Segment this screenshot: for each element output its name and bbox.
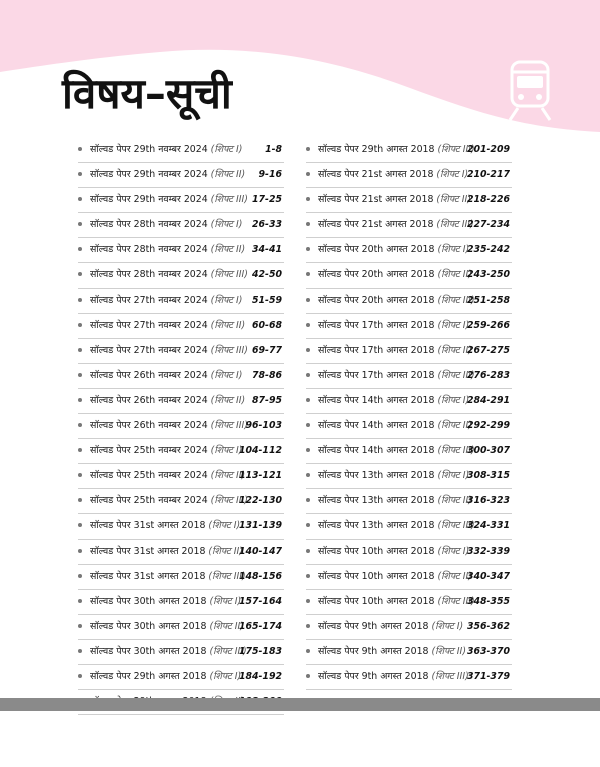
toc-entry bbox=[318, 465, 469, 487]
toc-item[interactable] bbox=[78, 540, 284, 565]
toc-item[interactable] bbox=[78, 138, 284, 163]
toc-entry bbox=[318, 616, 463, 638]
toc-entry bbox=[318, 515, 475, 537]
toc-entry bbox=[90, 515, 240, 537]
toc-item-label: सॉल्वड पेपर 13th अगस्त 2018 bbox=[318, 470, 435, 482]
toc-item-label: सॉल्वड पेपर 27th नवम्बर 2024 bbox=[90, 294, 208, 306]
toc-item-pages: 201-209 bbox=[466, 144, 510, 155]
toc-item-shift: (शिफ्ट III) bbox=[437, 595, 475, 607]
toc-item[interactable] bbox=[306, 540, 512, 565]
toc-item-pages: 113-121 bbox=[238, 470, 282, 482]
toc-item-pages: 9-16 bbox=[258, 169, 282, 181]
toc-item-shift: (शिफ्ट III) bbox=[210, 495, 248, 507]
bullet-icon bbox=[78, 398, 82, 402]
toc-entry bbox=[318, 591, 475, 613]
toc-item[interactable] bbox=[78, 314, 284, 339]
toc-item-label: सॉल्वड पेपर 28th नवम्बर 2024 bbox=[90, 269, 208, 281]
footer-bar bbox=[0, 698, 600, 711]
toc-item[interactable] bbox=[306, 389, 512, 414]
toc-item-label: सॉल्वड पेपर 31st अगस्त 2018 bbox=[90, 545, 206, 557]
toc-item-pages: 140-147 bbox=[238, 545, 282, 557]
toc-item-label: सॉल्वड पेपर 26th नवम्बर 2024 bbox=[90, 369, 208, 381]
toc-entry bbox=[318, 264, 472, 286]
toc-item-shift: (शिफ्ट II) bbox=[437, 495, 472, 507]
toc-item-shift: (शिफ्ट III) bbox=[210, 420, 248, 432]
toc-item-pages: 1-8 bbox=[265, 144, 282, 155]
toc-item-shift: (शिफ्ट I) bbox=[436, 169, 469, 181]
toc-item-pages: 356-362 bbox=[466, 620, 510, 632]
toc-item-shift: (शिफ्ट III) bbox=[210, 344, 248, 356]
toc-item[interactable] bbox=[306, 665, 512, 690]
toc-entry bbox=[318, 239, 469, 261]
toc-entry bbox=[90, 290, 242, 312]
toc-item-label: सॉल्वड पेपर 29th नवम्बर 2024 bbox=[90, 144, 208, 155]
bullet-icon bbox=[78, 423, 82, 427]
toc-entry bbox=[90, 214, 242, 236]
toc-item-shift: (शिफ्ट I) bbox=[431, 620, 464, 632]
toc-item-shift: (शिफ्ट II) bbox=[437, 570, 472, 582]
toc-item-label: सॉल्वड पेपर 21st अगस्त 2018 bbox=[318, 219, 434, 231]
toc-item-pages: 227-234 bbox=[466, 219, 510, 231]
toc-entry bbox=[90, 465, 245, 487]
toc-item[interactable] bbox=[78, 489, 284, 514]
toc-item-label: सॉल्वड पेपर 31st अगस्त 2018 bbox=[90, 520, 206, 532]
bullet-icon bbox=[78, 247, 82, 251]
toc-item-shift: (शिफ्ट I) bbox=[209, 670, 242, 682]
toc-item-pages: 332-339 bbox=[466, 545, 510, 557]
toc-item-label: सॉल्वड पेपर 20th अगस्त 2018 bbox=[318, 294, 435, 306]
toc-item-pages: 184-192 bbox=[238, 670, 282, 682]
toc-entry bbox=[318, 189, 471, 211]
toc-item-shift: (शिफ्ट III) bbox=[437, 445, 475, 457]
toc-item[interactable] bbox=[78, 339, 284, 364]
toc-item-label: सॉल्वड पेपर 25th नवम्बर 2024 bbox=[90, 470, 208, 482]
toc-item-pages: 96-103 bbox=[245, 420, 282, 432]
toc-entry bbox=[318, 365, 475, 387]
toc-item-pages: 371-379 bbox=[466, 670, 510, 682]
bullet-icon bbox=[306, 197, 310, 201]
bullet-icon bbox=[78, 373, 82, 377]
toc-entry bbox=[90, 340, 248, 362]
toc-item-label: सॉल्वड पेपर 10th अगस्त 2018 bbox=[318, 595, 435, 607]
toc-entry bbox=[318, 641, 466, 663]
bullet-icon bbox=[78, 549, 82, 553]
bullet-icon bbox=[306, 674, 310, 678]
toc-entry bbox=[90, 139, 242, 161]
toc-entry bbox=[318, 415, 472, 437]
toc-item-pages: 104-112 bbox=[238, 445, 282, 457]
toc-item-pages: 284-291 bbox=[466, 394, 510, 406]
toc-item-pages: 78-86 bbox=[252, 369, 282, 381]
toc-item-pages: 34-41 bbox=[252, 244, 282, 256]
toc-item-shift: (शिफ्ट III) bbox=[209, 645, 247, 657]
toc-item-pages: 218-226 bbox=[466, 194, 510, 206]
toc-item-shift: (शिफ्ट III) bbox=[437, 144, 475, 155]
toc-entry bbox=[318, 541, 469, 563]
bullet-icon bbox=[306, 448, 310, 452]
bullet-icon bbox=[78, 272, 82, 276]
toc-item[interactable] bbox=[78, 238, 284, 263]
bullet-icon bbox=[306, 423, 310, 427]
toc-item-pages: 131-139 bbox=[238, 520, 282, 532]
toc-item-pages: 308-315 bbox=[466, 470, 510, 482]
toc-item[interactable] bbox=[306, 314, 512, 339]
toc-item-label: सॉल्वड पेपर 28th नवम्बर 2024 bbox=[90, 219, 208, 231]
toc-entry bbox=[318, 390, 469, 412]
train-icon bbox=[506, 60, 554, 122]
bullet-icon bbox=[306, 348, 310, 352]
toc-item-label: सॉल्वड पेपर 25th नवम्बर 2024 bbox=[90, 495, 208, 507]
toc-item-label: सॉल्वड पेपर 13th अगस्त 2018 bbox=[318, 495, 435, 507]
bullet-icon bbox=[78, 323, 82, 327]
toc-item[interactable] bbox=[306, 289, 512, 314]
toc-item-shift: (शिफ्ट II) bbox=[431, 645, 466, 657]
toc-entry bbox=[90, 566, 246, 588]
bullet-icon bbox=[306, 222, 310, 226]
toc-item-pages: 175-183 bbox=[238, 645, 282, 657]
bullet-icon bbox=[306, 473, 310, 477]
toc-entry bbox=[90, 541, 243, 563]
toc-item[interactable] bbox=[78, 213, 284, 238]
toc-item-label: सॉल्वड पेपर 30th अगस्त 2018 bbox=[90, 620, 207, 632]
bullet-icon bbox=[306, 574, 310, 578]
toc-item[interactable] bbox=[78, 188, 284, 213]
toc-item-shift: (शिफ्ट I) bbox=[210, 445, 243, 457]
toc-entry bbox=[90, 189, 248, 211]
bullet-icon bbox=[78, 448, 82, 452]
toc-item-pages: 340-347 bbox=[466, 570, 510, 582]
toc-entry bbox=[90, 440, 242, 462]
toc-item[interactable] bbox=[306, 188, 512, 213]
toc-item-pages: 87-95 bbox=[252, 394, 282, 406]
toc-item-label: सॉल्वड पेपर 28th नवम्बर 2024 bbox=[90, 244, 208, 256]
toc-item-label: सॉल्वड पेपर 20th अगस्त 2018 bbox=[318, 269, 435, 281]
bullet-icon bbox=[306, 549, 310, 553]
toc-item[interactable] bbox=[78, 565, 284, 590]
toc-item-shift: (शिफ्ट II) bbox=[436, 194, 471, 206]
toc-item-label: सॉल्वड पेपर 17th अगस्त 2018 bbox=[318, 319, 435, 331]
toc-item-pages: 363-370 bbox=[466, 645, 510, 657]
toc-item-pages: 267-275 bbox=[466, 344, 510, 356]
toc-item[interactable] bbox=[78, 439, 284, 464]
toc-item-label: सॉल्वड पेपर 20th अगस्त 2018 bbox=[318, 244, 435, 256]
bullet-icon bbox=[78, 624, 82, 628]
toc-item-label: सॉल्वड पेपर 17th अगस्त 2018 bbox=[318, 369, 435, 381]
toc-item[interactable] bbox=[306, 138, 512, 163]
toc-entry bbox=[90, 641, 247, 663]
toc-item-shift: (शिफ्ट II) bbox=[210, 169, 246, 181]
bullet-icon bbox=[78, 674, 82, 678]
toc-entry bbox=[90, 390, 245, 412]
bullet-icon bbox=[78, 222, 82, 226]
toc-item[interactable] bbox=[306, 163, 512, 188]
bullet-icon bbox=[78, 523, 82, 527]
toc-item-label: सॉल्वड पेपर 10th अगस्त 2018 bbox=[318, 570, 435, 582]
toc-item[interactable] bbox=[78, 640, 284, 665]
toc-entry bbox=[90, 490, 248, 512]
bullet-icon bbox=[78, 574, 82, 578]
toc-item-label: सॉल्वड पेपर 9th अगस्त 2018 bbox=[318, 645, 429, 657]
toc-item-pages: 251-258 bbox=[466, 294, 510, 306]
toc-item[interactable] bbox=[78, 615, 284, 640]
toc-column-right bbox=[306, 138, 512, 690]
toc-item-label: सॉल्वड पेपर 13th अगस्त 2018 bbox=[318, 520, 435, 532]
toc-item-label: सॉल्वड पेपर 26th नवम्बर 2024 bbox=[90, 420, 208, 432]
toc-item[interactable] bbox=[78, 389, 284, 414]
bullet-icon bbox=[306, 172, 310, 176]
toc-item-shift: (शिफ्ट III) bbox=[210, 194, 248, 206]
toc-item-label: सॉल्वड पेपर 27th नवम्बर 2024 bbox=[90, 344, 208, 356]
toc-item-shift: (शिफ्ट II) bbox=[210, 470, 246, 482]
toc-item-shift: (शिफ्ट II) bbox=[209, 620, 244, 632]
toc-item-shift: (शिफ्ट II) bbox=[437, 420, 472, 432]
bullet-icon bbox=[306, 323, 310, 327]
toc-entry bbox=[318, 490, 472, 512]
toc-entry bbox=[90, 315, 245, 337]
bullet-icon bbox=[78, 298, 82, 302]
toc-item[interactable] bbox=[306, 640, 512, 665]
toc-entry bbox=[90, 591, 241, 613]
toc-entry bbox=[318, 566, 472, 588]
toc-entry bbox=[90, 164, 245, 186]
toc-item-pages: 210-217 bbox=[466, 169, 510, 181]
toc-entry bbox=[318, 440, 475, 462]
toc-entry bbox=[318, 139, 475, 161]
toc-item-shift: (शिफ्ट III) bbox=[208, 570, 246, 582]
bullet-icon bbox=[78, 649, 82, 653]
toc-item-shift: (शिफ्ट III) bbox=[431, 670, 469, 682]
toc-entry bbox=[318, 164, 468, 186]
toc-item-shift: (शिफ्ट I) bbox=[437, 244, 470, 256]
toc-item[interactable] bbox=[78, 263, 284, 288]
toc-item[interactable] bbox=[306, 414, 512, 439]
toc-item-shift: (शिफ्ट II) bbox=[210, 244, 246, 256]
bullet-icon bbox=[78, 599, 82, 603]
toc-item[interactable] bbox=[78, 289, 284, 314]
toc-item-label: सॉल्वड पेपर 14th अगस्त 2018 bbox=[318, 445, 435, 457]
toc-item-pages: 17-25 bbox=[252, 194, 282, 206]
toc-item-pages: 51-59 bbox=[252, 294, 282, 306]
toc-item-label: सॉल्वड पेपर 14th अगस्त 2018 bbox=[318, 394, 435, 406]
toc-entry bbox=[90, 616, 244, 638]
toc-item-label: सॉल्वड पेपर 21st अगस्त 2018 bbox=[318, 194, 434, 206]
toc-item[interactable] bbox=[306, 565, 512, 590]
bullet-icon bbox=[306, 373, 310, 377]
toc-entry bbox=[318, 340, 472, 362]
toc-item-shift: (शिफ्ट II) bbox=[437, 344, 472, 356]
toc-item[interactable] bbox=[306, 514, 512, 539]
toc-entry bbox=[90, 415, 248, 437]
toc-item[interactable] bbox=[306, 339, 512, 364]
bullet-icon bbox=[306, 398, 310, 402]
toc-item[interactable] bbox=[306, 364, 512, 389]
toc-item-label: सॉल्वड पेपर 10th अगस्त 2018 bbox=[318, 545, 435, 557]
toc-entry bbox=[318, 290, 475, 312]
toc-item[interactable] bbox=[78, 665, 284, 690]
toc-item-pages: 300-307 bbox=[466, 445, 510, 457]
toc-item-shift: (शिफ्ट I) bbox=[437, 319, 470, 331]
toc-item-shift: (शिफ्ट I) bbox=[210, 219, 243, 231]
toc-item-shift: (शिफ्ट II) bbox=[437, 269, 472, 281]
toc-item-pages: 316-323 bbox=[466, 495, 510, 507]
toc-item-label: सॉल्वड पेपर 30th अगस्त 2018 bbox=[90, 595, 207, 607]
toc-item-pages: 42-50 bbox=[252, 269, 282, 281]
toc-item-shift: (शिफ्ट I) bbox=[210, 369, 243, 381]
toc-item-shift: (शिफ्ट I) bbox=[208, 520, 241, 532]
toc-item-pages: 157-164 bbox=[238, 595, 282, 607]
bullet-icon bbox=[306, 523, 310, 527]
toc-item-label: सॉल्वड पेपर 29th अगस्त 2018 bbox=[318, 144, 435, 155]
bullet-icon bbox=[306, 247, 310, 251]
toc-item[interactable] bbox=[306, 263, 512, 288]
toc-item[interactable] bbox=[78, 590, 284, 615]
toc-item-shift: (शिफ्ट I) bbox=[209, 595, 242, 607]
toc-item[interactable] bbox=[306, 439, 512, 464]
toc-entry bbox=[90, 666, 241, 688]
toc-item-pages: 348-355 bbox=[466, 595, 510, 607]
toc-entry bbox=[90, 239, 245, 261]
toc-item-shift: (शिफ्ट I) bbox=[437, 545, 470, 557]
toc-item-pages: 324-331 bbox=[466, 520, 510, 532]
toc-item-pages: 26-33 bbox=[252, 219, 282, 231]
toc-item-label: सॉल्वड पेपर 29th नवम्बर 2024 bbox=[90, 169, 208, 181]
bullet-icon bbox=[78, 197, 82, 201]
toc-item-label: सॉल्वड पेपर 31st अगस्त 2018 bbox=[90, 570, 206, 582]
toc-item-label: सॉल्वड पेपर 9th अगस्त 2018 bbox=[318, 620, 429, 632]
bullet-icon bbox=[78, 147, 82, 151]
bullet-icon bbox=[78, 498, 82, 502]
toc-item-shift: (शिफ्ट I) bbox=[437, 470, 470, 482]
toc-item-label: सॉल्वड पेपर 29th नवम्बर 2024 bbox=[90, 194, 208, 206]
toc-item-label: सॉल्वड पेपर 29th अगस्त 2018 bbox=[90, 670, 207, 682]
toc-item[interactable] bbox=[306, 464, 512, 489]
toc-item-pages: 292-299 bbox=[466, 420, 510, 432]
toc-item-shift: (शिफ्ट I) bbox=[210, 294, 243, 306]
toc-item-pages: 259-266 bbox=[466, 319, 510, 331]
bullet-icon bbox=[78, 473, 82, 477]
toc-entry bbox=[318, 214, 474, 236]
bullet-icon bbox=[306, 272, 310, 276]
bullet-icon bbox=[306, 649, 310, 653]
toc-entry bbox=[90, 365, 242, 387]
toc-item-label: सॉल्वड पेपर 26th नवम्बर 2024 bbox=[90, 394, 208, 406]
toc-item[interactable] bbox=[78, 414, 284, 439]
toc-item-shift: (शिफ्ट III) bbox=[437, 369, 475, 381]
bullet-icon bbox=[78, 348, 82, 352]
toc-item[interactable] bbox=[306, 238, 512, 263]
toc-item-pages: 276-283 bbox=[466, 369, 510, 381]
bullet-icon bbox=[306, 624, 310, 628]
toc-item-shift: (शिफ्ट III) bbox=[436, 219, 474, 231]
toc-item[interactable] bbox=[78, 364, 284, 389]
toc-item-label: सॉल्वड पेपर 14th अगस्त 2018 bbox=[318, 420, 435, 432]
bullet-icon bbox=[306, 298, 310, 302]
toc-item-label: सॉल्वड पेपर 30th अगस्त 2018 bbox=[90, 645, 207, 657]
toc-item[interactable] bbox=[78, 514, 284, 539]
toc-item-shift: (शिफ्ट II) bbox=[210, 394, 246, 406]
toc-entry bbox=[90, 264, 248, 286]
toc-item-shift: (शिफ्ट III) bbox=[437, 520, 475, 532]
toc-item-label: सॉल्वड पेपर 25th नवम्बर 2024 bbox=[90, 445, 208, 457]
toc-item[interactable] bbox=[78, 464, 284, 489]
bullet-icon bbox=[306, 599, 310, 603]
toc-item-pages: 60-68 bbox=[252, 319, 282, 331]
toc-item-pages: 235-242 bbox=[466, 244, 510, 256]
toc-item[interactable] bbox=[306, 615, 512, 640]
toc-item-shift: (शिफ्ट I) bbox=[210, 144, 243, 155]
toc-item-pages: 148-156 bbox=[238, 570, 282, 582]
toc-item-pages: 165-174 bbox=[238, 620, 282, 632]
toc-item-shift: (शिफ्ट II) bbox=[210, 319, 246, 331]
toc-item-pages: 69-77 bbox=[252, 344, 282, 356]
toc-item-label: सॉल्वड पेपर 9th अगस्त 2018 bbox=[318, 670, 429, 682]
toc-item[interactable] bbox=[78, 163, 284, 188]
toc-item[interactable] bbox=[306, 590, 512, 615]
toc-item-pages: 122-130 bbox=[238, 495, 282, 507]
toc-item-pages: 243-250 bbox=[466, 269, 510, 281]
toc-item-shift: (शिफ्ट III) bbox=[437, 294, 475, 306]
toc-item-shift: (शिफ्ट II) bbox=[208, 545, 243, 557]
bullet-icon bbox=[78, 172, 82, 176]
toc-item-label: सॉल्वड पेपर 21st अगस्त 2018 bbox=[318, 169, 434, 181]
toc-item-label: सॉल्वड पेपर 17th अगस्त 2018 bbox=[318, 344, 435, 356]
bullet-icon bbox=[306, 498, 310, 502]
toc-entry bbox=[318, 666, 469, 688]
page-title: विषय–सूची bbox=[62, 69, 232, 118]
bullet-icon bbox=[306, 147, 310, 151]
toc-item[interactable] bbox=[306, 489, 512, 514]
toc-item-shift: (शिफ्ट III) bbox=[210, 269, 248, 281]
toc-item-shift: (शिफ्ट I) bbox=[437, 394, 470, 406]
toc-item[interactable] bbox=[306, 213, 512, 238]
toc-entry bbox=[318, 315, 469, 337]
toc-column-left bbox=[78, 138, 284, 715]
toc-item-label: सॉल्वड पेपर 27th नवम्बर 2024 bbox=[90, 319, 208, 331]
